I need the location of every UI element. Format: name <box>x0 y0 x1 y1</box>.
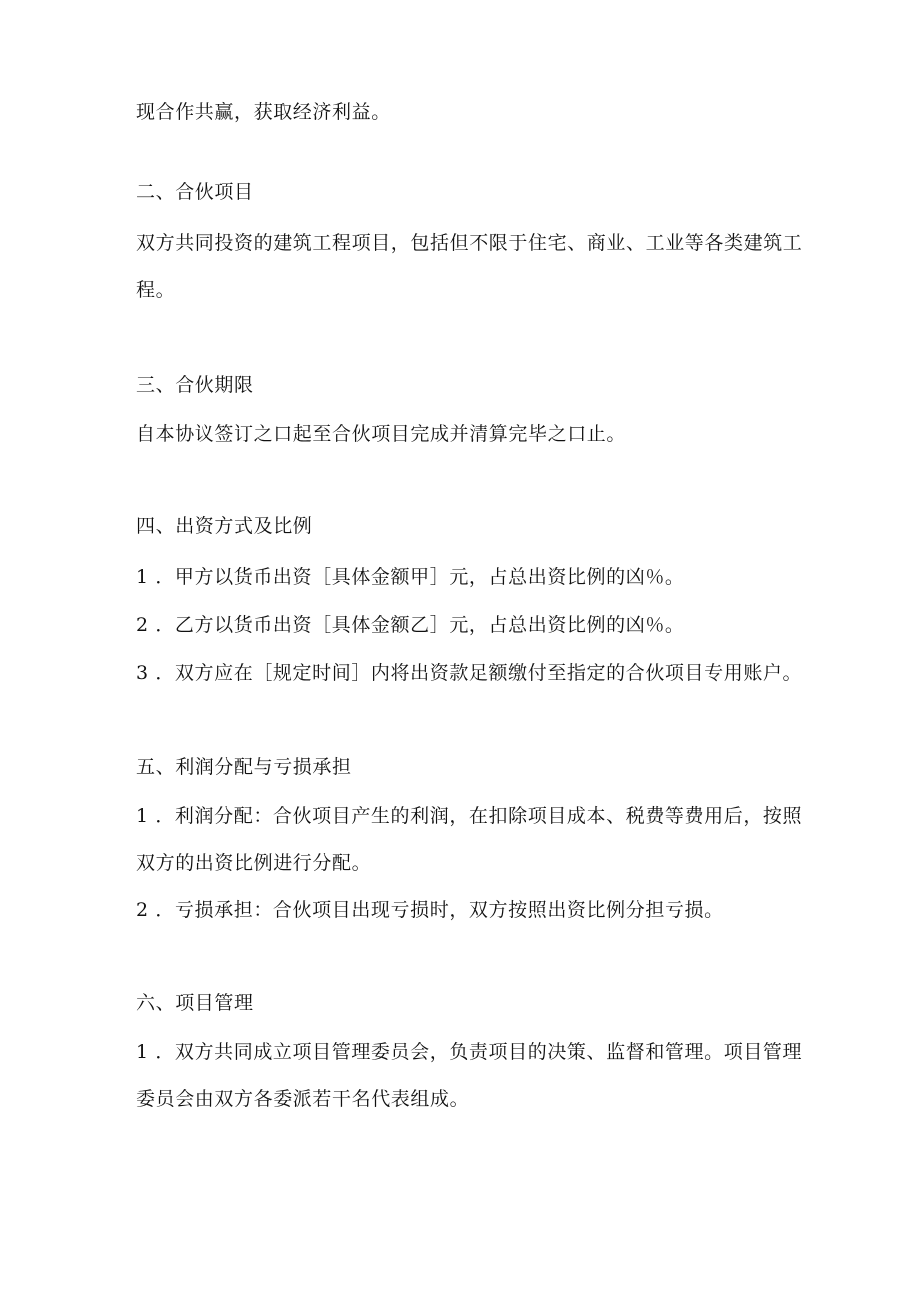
section-6-heading: 六、项目管理 <box>136 992 254 1014</box>
section-4-item-3: 3 ．双方应在［规定时间］内将出资款足额缴付至指定的合伙项目专用账户。 <box>136 662 803 684</box>
section-3-paragraph: 自本协议签订之口起至合伙项目完成并清算完毕之口止。 <box>136 423 627 445</box>
section-2-paragraph-line-1: 双方共同投资的建筑工程项目，包括但不限于住宅、商业、工业等各类建筑工 <box>136 232 803 254</box>
section-5-item-1-line-1: 1 ．利润分配：合伙项目产生的利润，在扣除项目成本、税费等费用后，按照 <box>136 805 803 827</box>
section-3-heading: 三、合伙期限 <box>136 374 254 396</box>
section-5-item-2: 2 ．亏损承担：合伙项目出现亏损时，双方按照出资比例分担亏损。 <box>136 899 724 921</box>
section-6-item-1-line-2: 委员会由双方各委派若干名代表组成。 <box>136 1088 470 1110</box>
section-4-item-1: 1 ．甲方以货币出资［具体金额甲］元，占总出资比例的凶％。 <box>136 566 685 588</box>
section-5-item-1-line-2: 双方的出资比例进行分配。 <box>136 852 372 874</box>
section-4-item-2: 2 ．乙方以货币出资［具体金额乙］元，占总出资比例的凶％。 <box>136 614 685 636</box>
intro-paragraph-tail: 现合作共赢，获取经济利益。 <box>136 101 391 123</box>
section-4-heading: 四、出资方式及比例 <box>136 515 313 537</box>
section-2-paragraph-line-2: 程。 <box>136 279 176 301</box>
section-2-heading: 二、合伙项目 <box>136 181 254 203</box>
section-5-heading: 五、利润分配与亏损承担 <box>136 756 352 778</box>
section-6-item-1-line-1: 1 ．双方共同成立项目管理委员会，负责项目的决策、监督和管理。项目管理 <box>136 1041 803 1063</box>
